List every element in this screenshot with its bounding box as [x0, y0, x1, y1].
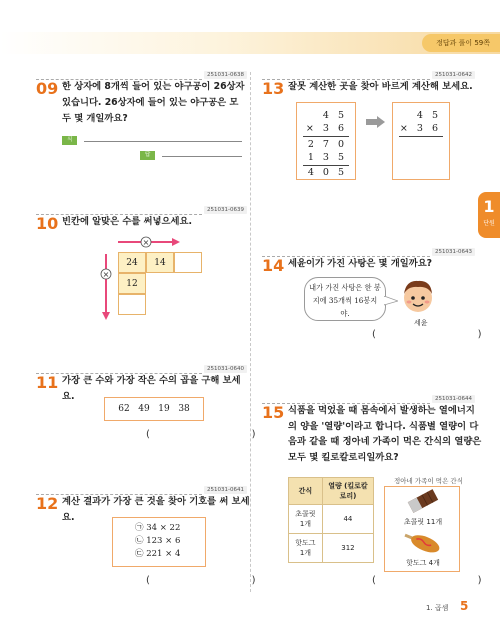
question-number: 11 [36, 373, 59, 392]
snack-label: 핫도그 4개 [406, 559, 440, 567]
question-code: 251031-0643 [432, 248, 475, 256]
question-code: 251031-0644 [432, 395, 475, 403]
table-header: 열량 (킬로칼로리) [322, 478, 373, 505]
question-code: 251031-0638 [204, 71, 247, 79]
formula-answer-line[interactable] [84, 141, 242, 142]
unit-number: 1 [483, 197, 495, 216]
footer-chapter: 1. 곱셈 [426, 604, 449, 612]
option-item: ㉡ 123 × 6 [135, 536, 181, 546]
energy-table [288, 477, 374, 563]
answer-tag: 답 [140, 151, 155, 160]
calc-line: 4 0 5 [307, 167, 347, 178]
correct-calculation-box[interactable] [392, 102, 450, 180]
question-text: 식품을 먹었을 때 몸속에서 발생하는 열에너지의 양을 '열량'이라고 합니다. 식품별 열량이 다음과 같을 때 정아네 가족이 먹은 간식의 열량은 모두 몇 킬로칼로리일까요? [288, 405, 482, 463]
character-name: 세윤 [414, 319, 428, 327]
question-text: 잘못 계산한 곳을 찾아 바르게 계산해 보세요. [288, 81, 473, 92]
calc-line: 4 5 [322, 110, 347, 121]
number-box: 62 49 19 38 [104, 397, 204, 421]
hotdog-icon [399, 531, 447, 557]
snack-caption: 정아네 가족이 먹은 간식 [394, 477, 463, 485]
option-item: ㉠ 34 × 22 [135, 523, 181, 533]
question-text: 빈칸에 알맞은 수를 써넣으세요. [62, 216, 192, 227]
calc-rule [303, 136, 349, 137]
page-number: 5 [460, 599, 469, 613]
answer-parentheses[interactable]: ( ) [146, 429, 256, 440]
question-text: 한 상자에 8개씩 들어 있는 야구공이 26상자 있습니다. 26상자에 들어 있는 야구공은 모두 몇 개일까요? [62, 81, 245, 124]
question-text: 세윤이가 가진 사탕은 몇 개일까요? [288, 258, 433, 269]
options-box [112, 517, 206, 567]
table-cell: 312 [322, 534, 373, 563]
wrong-calculation-box [296, 102, 356, 180]
grid-cell: 24 [118, 252, 146, 273]
boy-face-icon [398, 276, 438, 316]
answer-line[interactable] [162, 156, 242, 157]
calc-line: × 3 6 [399, 123, 441, 134]
question-number: 13 [262, 79, 285, 98]
formula-tag: 식 [62, 136, 77, 145]
grid-answer-cell[interactable] [174, 252, 202, 273]
table-cell: 핫도그 1개 [289, 534, 323, 563]
unit-label: 단원 [483, 220, 495, 227]
table-header: 간식 [289, 478, 323, 505]
question-text: 계산 결과가 가장 큰 것을 찾아 기호를 써 보세요. [62, 496, 250, 523]
answer-parentheses[interactable]: ( ) [372, 329, 482, 340]
question-code: 251031-0641 [204, 486, 247, 494]
table-cell: 초콜릿 1개 [289, 505, 323, 534]
calc-line: 1 3 5 [307, 152, 347, 163]
op-symbol: × [102, 270, 110, 279]
question-code: 251031-0639 [204, 206, 247, 214]
arrow-right-icon [366, 116, 386, 128]
grid-cell: 12 [118, 273, 146, 294]
bubble-tail [384, 296, 398, 306]
question-number: 09 [36, 79, 59, 98]
calc-line: 2 7 0 [307, 139, 347, 150]
answer-parentheses[interactable]: ( ) [372, 575, 482, 586]
question-number: 12 [36, 494, 59, 513]
question-text: 가장 큰 수와 가장 작은 수의 곱을 구해 보세요. [62, 375, 241, 402]
answer-parentheses[interactable]: ( ) [146, 575, 256, 586]
question-code: 251031-0642 [432, 71, 475, 79]
calc-rule [399, 136, 443, 137]
chocolate-icon [403, 489, 443, 513]
grid-cell: 14 [146, 252, 174, 273]
op-symbol: × [142, 238, 150, 247]
speech-bubble: 내가 가진 사탕은 한 봉지에 35개씩 16봉지야. [304, 277, 386, 321]
table-row [289, 534, 374, 563]
question-code: 251031-0640 [204, 365, 247, 373]
option-item: ㉢ 221 × 4 [135, 549, 181, 559]
grid-answer-cell[interactable] [118, 294, 146, 315]
calc-line: 4 5 [416, 110, 441, 121]
snack-box [384, 486, 460, 572]
snack-label: 초콜릿 11개 [403, 518, 443, 526]
table-cell: 44 [322, 505, 373, 534]
question-number: 14 [262, 256, 285, 275]
calc-line: × 3 6 [305, 123, 347, 134]
unit-tab[interactable] [478, 192, 500, 238]
table-row [289, 505, 374, 534]
question-number: 10 [36, 214, 59, 233]
answer-reference-tab[interactable]: 정답과 풀이 59쪽 [422, 34, 500, 52]
question-number: 15 [262, 403, 285, 422]
